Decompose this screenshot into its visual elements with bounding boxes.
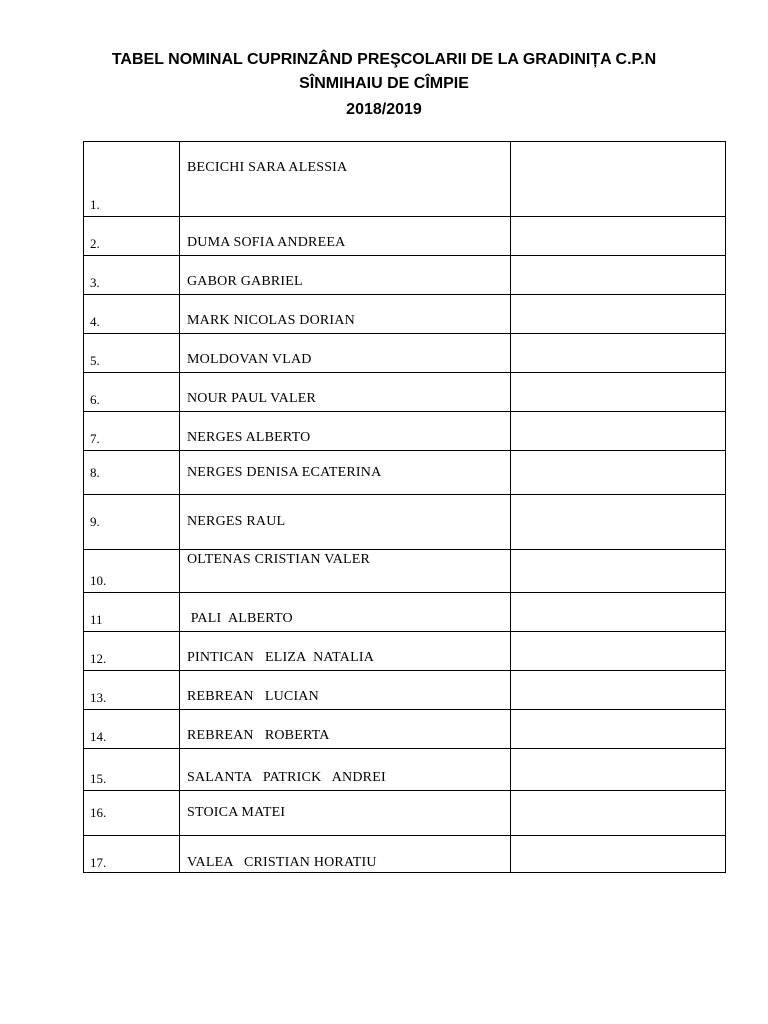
child-name: OLTENAS CRISTIAN VALER	[180, 550, 511, 593]
table-row	[84, 710, 726, 749]
child-name: NERGES ALBERTO	[180, 412, 511, 451]
document-title-line-2: SÎNMIHAIU DE CÎMPIE	[299, 75, 469, 92]
row-number: 17.	[84, 836, 180, 873]
blank-cell	[511, 295, 726, 334]
table-row	[84, 142, 726, 217]
blank-cell	[511, 791, 726, 836]
child-name: NERGES DENISA ECATERINA	[180, 451, 511, 495]
blank-cell	[511, 142, 726, 217]
table-row	[84, 334, 726, 373]
table-row	[84, 836, 726, 873]
child-name: REBREAN ROBERTA	[180, 710, 511, 749]
blank-cell	[511, 256, 726, 295]
row-number: 7.	[84, 412, 180, 451]
child-name: GABOR GABRIEL	[180, 256, 511, 295]
row-number: 6.	[84, 373, 180, 412]
document-title-year: 2018/2019	[346, 101, 422, 118]
document-title-line-1: TABEL NOMINAL CUPRINZÂND PREŞCOLARII DE LA GRADINIȚA C.P.N	[111, 51, 657, 68]
child-name: VALEA CRISTIAN HORATIU	[180, 836, 511, 873]
table-row	[84, 495, 726, 550]
blank-cell	[511, 334, 726, 373]
row-number: 9.	[84, 495, 180, 550]
row-number: 13.	[84, 671, 180, 710]
row-number: 4.	[84, 295, 180, 334]
blank-cell	[511, 550, 726, 593]
table-row	[84, 632, 726, 671]
blank-cell	[511, 412, 726, 451]
row-number: 3.	[84, 256, 180, 295]
row-number: 1.	[84, 142, 180, 217]
blank-cell	[511, 593, 726, 632]
row-number: 14.	[84, 710, 180, 749]
table-row	[84, 217, 726, 256]
row-number: 15.	[84, 749, 180, 791]
blank-cell	[511, 710, 726, 749]
blank-cell	[511, 749, 726, 791]
child-name: STOICA MATEI	[180, 791, 511, 836]
table-row	[84, 593, 726, 632]
child-name: NOUR PAUL VALER	[180, 373, 511, 412]
table-row	[84, 256, 726, 295]
table-row	[84, 749, 726, 791]
row-number: 5.	[84, 334, 180, 373]
blank-cell	[511, 451, 726, 495]
table-row	[84, 295, 726, 334]
child-name: DUMA SOFIA ANDREEA	[180, 217, 511, 256]
blank-cell	[511, 217, 726, 256]
table-row	[84, 671, 726, 710]
blank-cell	[511, 373, 726, 412]
blank-cell	[511, 495, 726, 550]
child-name: SALANTA PATRICK ANDREI	[180, 749, 511, 791]
table-row	[84, 550, 726, 593]
table-row	[84, 412, 726, 451]
table-row	[84, 451, 726, 495]
child-name: BECICHI SARA ALESSIA	[180, 142, 511, 217]
row-number: 10.	[84, 550, 180, 593]
child-name: PALI ALBERTO	[180, 593, 511, 632]
blank-cell	[511, 836, 726, 873]
roster-table	[83, 141, 726, 873]
blank-cell	[511, 671, 726, 710]
blank-cell	[511, 632, 726, 671]
table-row	[84, 373, 726, 412]
table-row	[84, 791, 726, 836]
child-name: PINTICAN ELIZA NATALIA	[180, 632, 511, 671]
child-name: MOLDOVAN VLAD	[180, 334, 511, 373]
row-number: 8.	[84, 451, 180, 495]
child-name: REBREAN LUCIAN	[180, 671, 511, 710]
row-number: 12.	[84, 632, 180, 671]
row-number: 11	[84, 593, 180, 632]
child-name: NERGES RAUL	[180, 495, 511, 550]
child-name: MARK NICOLAS DORIAN	[180, 295, 511, 334]
row-number: 16.	[84, 791, 180, 836]
row-number: 2.	[84, 217, 180, 256]
